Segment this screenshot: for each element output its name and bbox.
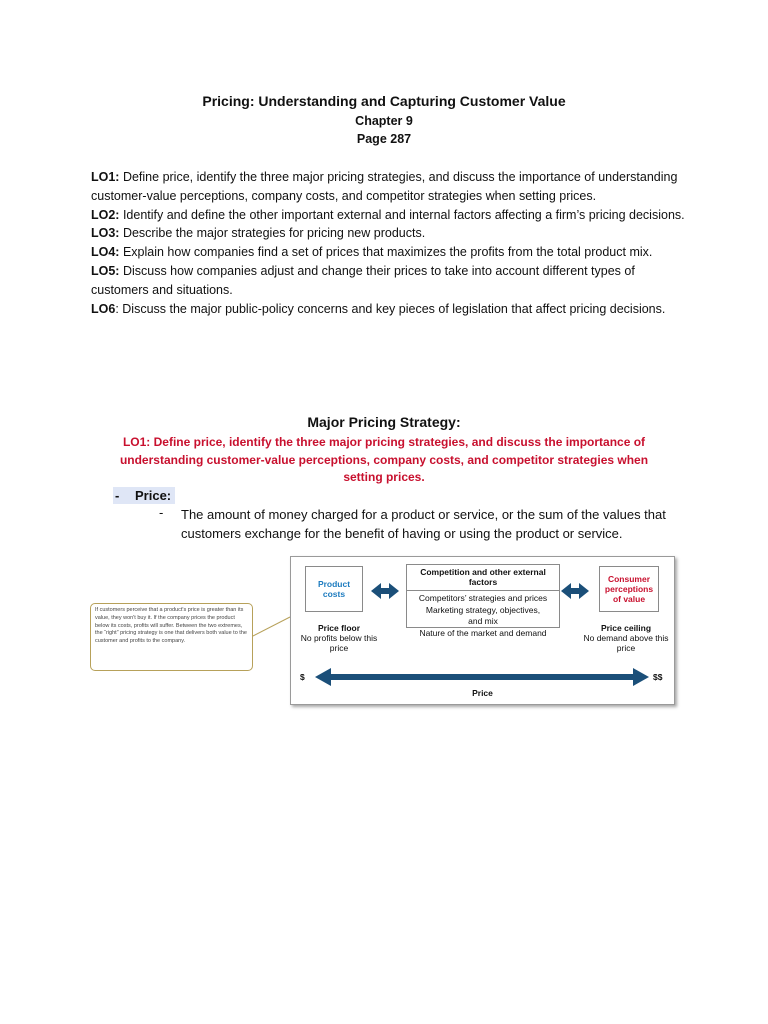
high-price-symbol: $$ <box>653 672 663 682</box>
lo-item <box>91 168 691 206</box>
double-arrow-icon <box>561 583 589 599</box>
section-heading: Major Pricing Strategy: <box>307 414 461 430</box>
competition-item: Marketing strategy, objectives, <box>425 604 541 615</box>
lo-text: Identify and define the other important external and internal factors affecting a firm’s pricing decisions. <box>119 207 685 222</box>
lo-text: Explain how companies find a set of prices that maximizes the profits from the total product mix. <box>119 245 653 260</box>
lo-code: LO3: <box>91 226 120 241</box>
competition-item: Nature of the market and demand <box>419 627 547 638</box>
price-term <box>113 487 175 504</box>
note-box: If customers perceive that a product's price is greater than its value, they won't buy it. If the company prices the product below its costs, profits will suffer. Between the two extremes, the “right” pricing strategy is one that delivers both value to the customer and profits to the company. <box>90 603 253 671</box>
price-axis-arrow <box>315 668 649 686</box>
price-definition: The amount of money charged for a product or service, or the sum of the values that customers exchange for the benefit of having or using the product or service. <box>181 507 666 541</box>
lo-item <box>91 243 691 262</box>
lo-code: LO5: <box>91 263 120 278</box>
competition-box <box>406 564 560 638</box>
consumer-perceptions-box: Consumer perceptions of value <box>599 566 659 612</box>
competition-item: Competitors’ strategies and prices <box>418 593 548 603</box>
page-label: Page 287 <box>356 132 412 146</box>
product-costs-box: Product costs <box>305 566 363 612</box>
price-ceiling-label <box>582 623 670 653</box>
price-floor-desc: No profits below this price <box>300 633 378 653</box>
lo-item <box>91 300 691 319</box>
lo-code: LO1: <box>91 170 120 184</box>
definition-marker: - <box>159 505 164 520</box>
lo-code: LO2: <box>91 207 120 222</box>
pricing-considerations-figure <box>290 556 675 705</box>
lo-text: Define price, identify the three major pricing strategies, and discuss the importance of understanding customer-value perceptions, company costs, and competitor strategies when setting prices. <box>91 170 678 203</box>
lo1-highlight: LO1: Define price, identify the three major pricing strategies, and discuss the importance of understanding customer-value perceptions, company costs, and competitor strategies when setting prices. <box>119 435 649 484</box>
lo-item <box>91 206 691 225</box>
low-price-symbol: $ <box>300 672 305 682</box>
lo-text: Describe the major strategies for pricing new products. <box>119 226 426 241</box>
lo-code: LO6 <box>91 301 116 316</box>
price-ceiling-desc: No demand above this price <box>583 633 669 653</box>
chapter-label: Chapter 9 <box>355 114 413 128</box>
price-floor-label <box>297 623 381 653</box>
price-ceiling-title: Price ceiling <box>600 623 652 633</box>
bullet-marker: - <box>115 488 120 503</box>
lo-item <box>91 262 691 300</box>
learning-objectives <box>91 168 691 318</box>
price-axis-label: Price <box>472 688 493 698</box>
lo-text: Discuss how companies adjust and change their prices to take into account different types of customers and situations. <box>91 263 635 297</box>
price-floor-title: Price floor <box>317 623 361 633</box>
term-label: Price: <box>135 488 172 503</box>
competition-title: Competition and other external factors <box>407 565 559 591</box>
lo-code: LO4: <box>91 245 120 260</box>
double-arrow-icon <box>371 583 399 599</box>
competition-items <box>407 591 559 639</box>
lo-item <box>91 224 691 243</box>
lo-text: : Discuss the major public-policy concerns and key pieces of legislation that affect pricing decisions. <box>115 301 666 316</box>
competition-item: and mix <box>468 616 498 626</box>
document-title: Pricing: Understanding and Capturing Customer Value <box>202 93 566 109</box>
